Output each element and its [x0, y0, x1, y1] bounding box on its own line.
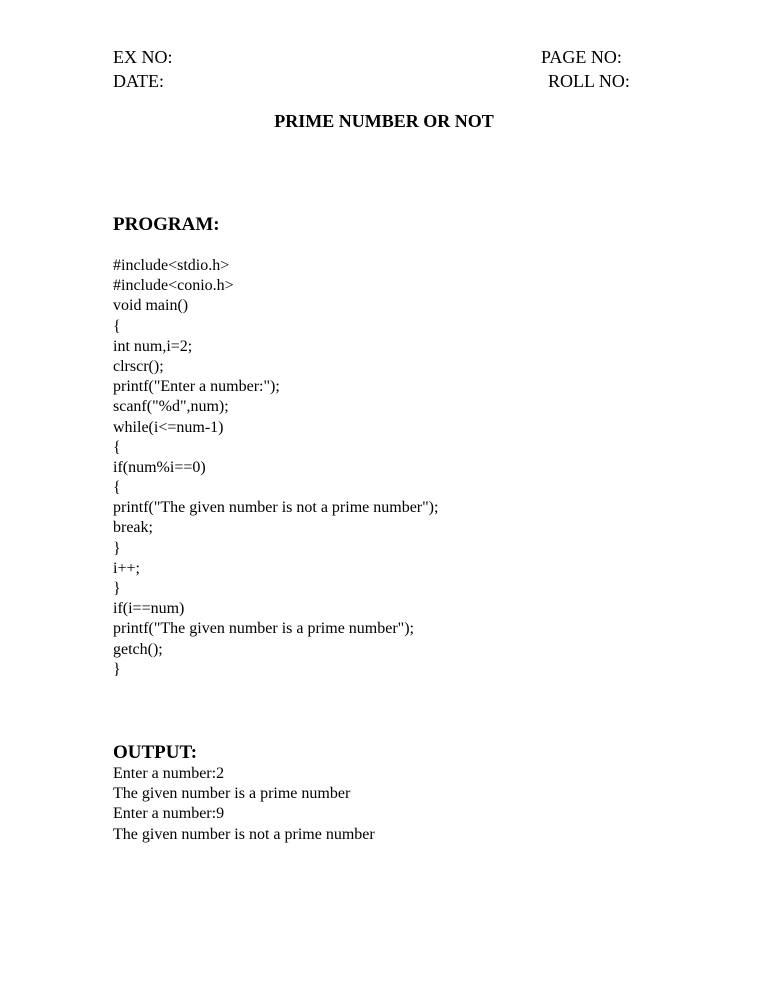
program-output [113, 764, 375, 845]
code-line: #include<conio.h> [113, 277, 234, 295]
code-line: int num,i=2; [113, 337, 193, 355]
code-line: } [113, 660, 121, 678]
program-heading: PROGRAM: [113, 214, 220, 235]
code-line: i++; [113, 559, 140, 577]
program-code [113, 256, 438, 680]
code-line: { [113, 479, 121, 497]
output-line: Enter a number:2 [113, 765, 225, 782]
roll-no-label: ROLL NO: [548, 71, 630, 91]
date-label: DATE: [113, 71, 164, 91]
output-line: Enter a number:9 [113, 805, 225, 823]
code-line: #include<stdio.h> [113, 257, 230, 274]
code-line: } [113, 539, 121, 557]
output-line: The given number is a prime number [113, 785, 351, 803]
code-line: if(num%i==0) [113, 458, 206, 476]
code-line: printf("The given number is not a prime number"); [113, 499, 439, 517]
code-line: printf("Enter a number:"); [113, 378, 280, 396]
code-line: { [113, 438, 121, 456]
output-line: The given number is not a prime number [113, 825, 375, 843]
output-heading: OUTPUT: [113, 742, 198, 763]
code-line: scanf("%d",num); [113, 398, 229, 416]
page-title: PRIME NUMBER OR NOT [274, 111, 494, 131]
code-line: } [113, 580, 121, 597]
code-line: printf("The given number is a prime number"); [113, 620, 414, 638]
code-line: if(i==num) [113, 600, 185, 618]
code-line: break; [113, 519, 153, 537]
code-line: void main() [113, 297, 189, 315]
code-line: getch(); [113, 640, 163, 658]
page-no-label: PAGE NO: [541, 47, 622, 67]
code-line: { [113, 317, 121, 335]
ex-no-label: EX NO: [113, 47, 173, 67]
code-line: clrscr(); [113, 357, 164, 375]
code-line: while(i<=num-1) [113, 418, 224, 436]
